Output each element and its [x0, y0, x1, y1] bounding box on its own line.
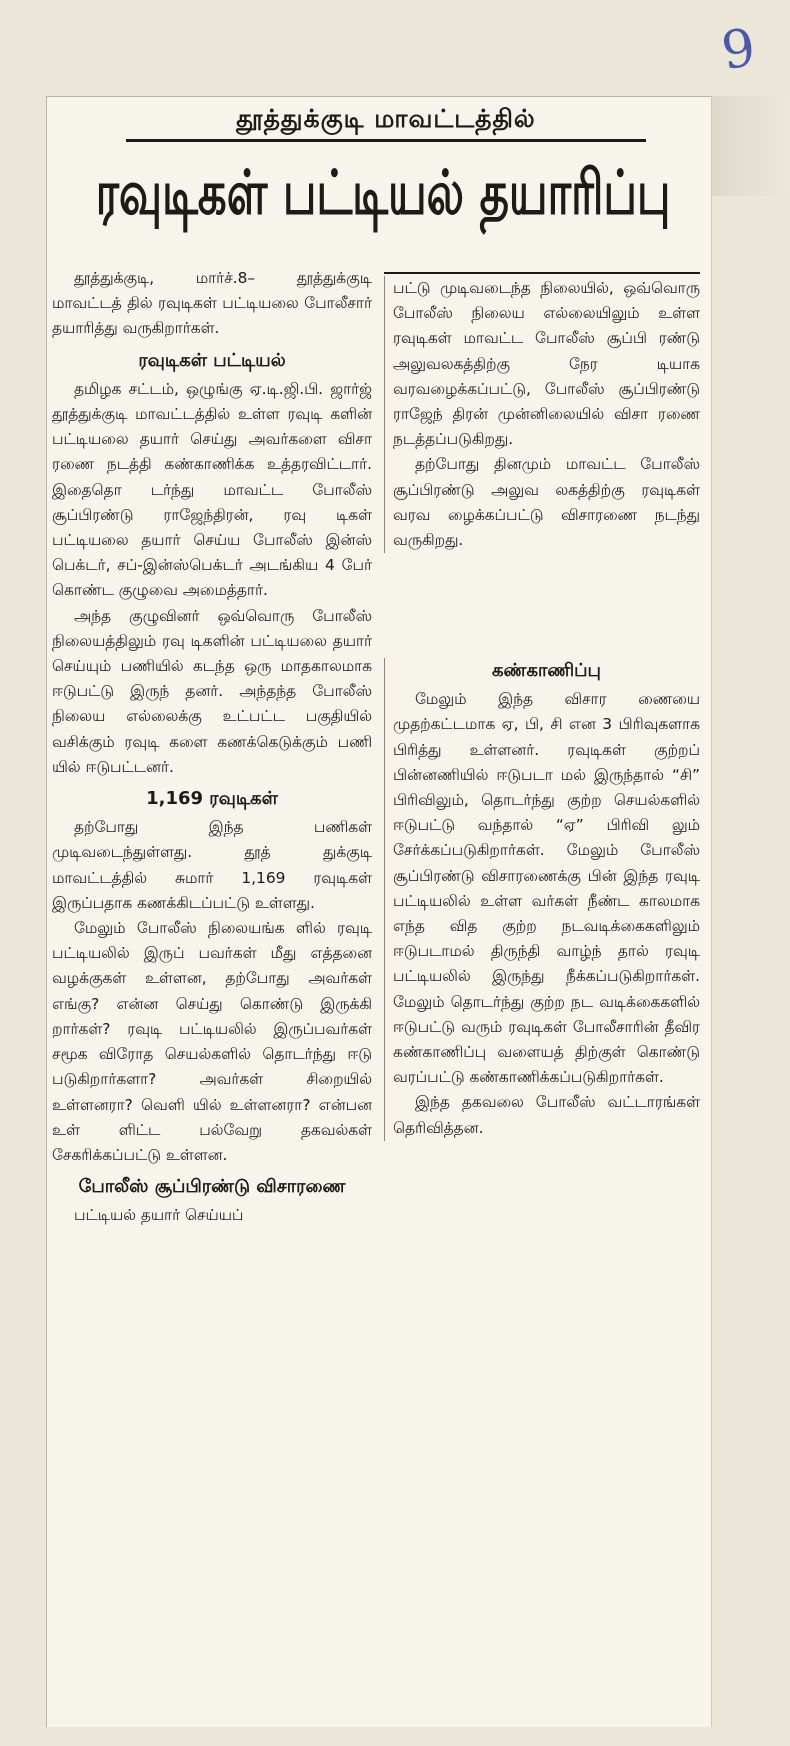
body-paragraph: அந்த குழுவினர் ஒவ்வொரு போலீஸ் நிலையத்திலும் ரவு டிகளின் பட்டியலை தயார் செய்யும் பணியில் கடந்த ஒரு மாதகாலமாக ஈடுபட்டு இருந் தனர். அந்தந்த போலீஸ் நிலைய எல்லைக்கு உட்பட்ட பகுதியில் வசிக்கும் ரவுடி களை கணக்கெடுக்கும் பணி யில் ஈடுபட்டனர்.: [52, 606, 372, 776]
right-column-top: [384, 276, 700, 553]
handwritten-page-number: 9: [717, 17, 760, 83]
left-column: [52, 266, 372, 1229]
article-headline: ரவுடிகள் பட்டியல் தயாரிப்பு: [95, 156, 671, 229]
body-paragraph: மேலும் போலீஸ் நிலையங்க ளில் ரவுடி பட்டியலில் இருப் பவர்கள் மீது எத்தனை வழக்குகள் உள்ளன, தற்போது அவர்கள் எங்கு? என்ன செய்து கொண்டு இருக்கி றார்கள்? ரவுடி பட்டியலில் இருப்பவர்கள் சமூக விரோத செயல்களில் தொடர்ந்து ஈடு படுகிறார்களா? அவர்கள் சிறையில் உள்ளனரா? வெளி யில் உள்ளனரா? என்பன உள் ளிட்ட பல்வேறு தகவல்கள் சேகரிக்கப்பட்டு உள்ளன.: [52, 919, 372, 1164]
article-kicker: தூத்துக்குடி மாவட்டத்தில்: [126, 104, 646, 142]
body-paragraph: இந்த தகவலை போலீஸ் வட்டாரங்கள் தெரிவித்தன.: [393, 1093, 700, 1137]
column-top-rule: [384, 272, 700, 274]
subheading-rowdy-count: 1,169 ரவுடிகள்: [146, 788, 278, 810]
body-paragraph: மேலும் இந்த விசார ணையை முதற்கட்டமாக ஏ, பி, சி என 3 பிரிவுகளாக பிரித்து உள்ளனர். ரவுடிகள் குற்றப் பின்னணியில் ஈடுபடா மல் இருந்தால் “சி” பிரிவிலும், தொடர்ந்து குற்ற செயல்களில் ஈடுபட்டு வந்தால் “ஏ” பிரிவி லும் சேர்க்கப்படுகிறார்கள். மேலும் போலீஸ் சூப்பிரண்டு விசாரணைக்கு பின் இந்த ரவுடி பட்டியலில் உள்ள வர்கள் நீண்ட காலமாக எந்த வித குற்ற நடவடிக்கைகளிலும் ஈடுபடாமல் திருந்தி வாழ்ந் தால் ரவுடி பட்டியலில் இருந்து நீக்கப்படுகிறார்கள். மேலும் தொடர்ந்து குற்ற நட வடிக்கைகளில் ஈடுபட்டு வரும் ரவுடிகள் போலீசாரின் தீவிர கண்காணிப்பு வளையத் திற்குள் கொண்டு வரப்பட்டு கண்காணிக்கப்படுகிறார்கள்.: [393, 690, 700, 1087]
subheading-rowdy-list: ரவுடிகள் பட்டியல்: [138, 349, 286, 371]
adjacent-clipping-edge: [703, 96, 790, 196]
body-paragraph: தற்போது தினமும் மாவட்ட போலீஸ் சூப்பிரண்டு அலுவ லகத்திற்கு ரவுடிகள் வரவ ழைக்கப்பட்டு விசாரணை நடந்து வருகிறது.: [393, 455, 700, 550]
body-paragraph: தமிழக சட்டம், ஒழுங்கு ஏ.டி.ஜி.பி. ஜார்ஜ் தூத்துக்குடி மாவட்டத்தில் உள்ள ரவுடி களின் பட்டியலை தயார் செய்து அவர்களை விசா ரணை நடத்தி கண்காணிக்க உத்தரவிட்டார். இதைதொ டர்ந்து மாவட்ட போலீஸ் சூப்பிரண்டு ராஜேந்திரன், ரவு டிகள் பட்டியலை தயார் செய்ய போலீஸ் இன்ஸ் பெக்டர், சப்-இன்ஸ்பெக்டர் அடங்கிய 4 பேர் கொண்ட குழுவை அமைத்தார்.: [52, 379, 372, 600]
body-paragraph: பட்டியல் தயார் செய்யப்: [74, 1206, 244, 1225]
right-column-bottom: [384, 658, 700, 1141]
body-paragraph: பட்டு முடிவடைந்த நிலையில், ஒவ்வொரு போலீஸ் நிலைய எல்லையிலும் உள்ள ரவுடிகள் மாவட்ட போலீஸ் சூப்பி ரண்டு அலுவலகத்திற்கு நேர டியாக வரவழைக்கப்பட்டு, போலீஸ் சூப்பிரண்டு ராஜேந் திரன் முன்னிலையில் விசா ரணை நடத்தப்படுகிறது.: [393, 279, 700, 449]
body-paragraph: தற்போது இந்த பணிகள் முடிவடைந்துள்ளது. தூத் துக்குடி மாவட்டத்தில் சுமார் 1,169 ரவுடிகள் இருப்பதாக கணக்கிடப்பட்டு உள்ளது.: [52, 818, 372, 912]
subheading-sp-inquiry: போலீஸ் சூப்பிரண்டு விசாரணை: [78, 1176, 346, 1198]
subheading-surveillance: கண்காணிப்பு: [492, 660, 601, 681]
dateline-paragraph: தூத்துக்குடி, மார்ச்.8– தூத்துக்குடி மாவட்டத் தில் ரவுடிகள் பட்டியலை போலீசார் தயாரித்து வருகிறார்கள்.: [52, 269, 372, 338]
